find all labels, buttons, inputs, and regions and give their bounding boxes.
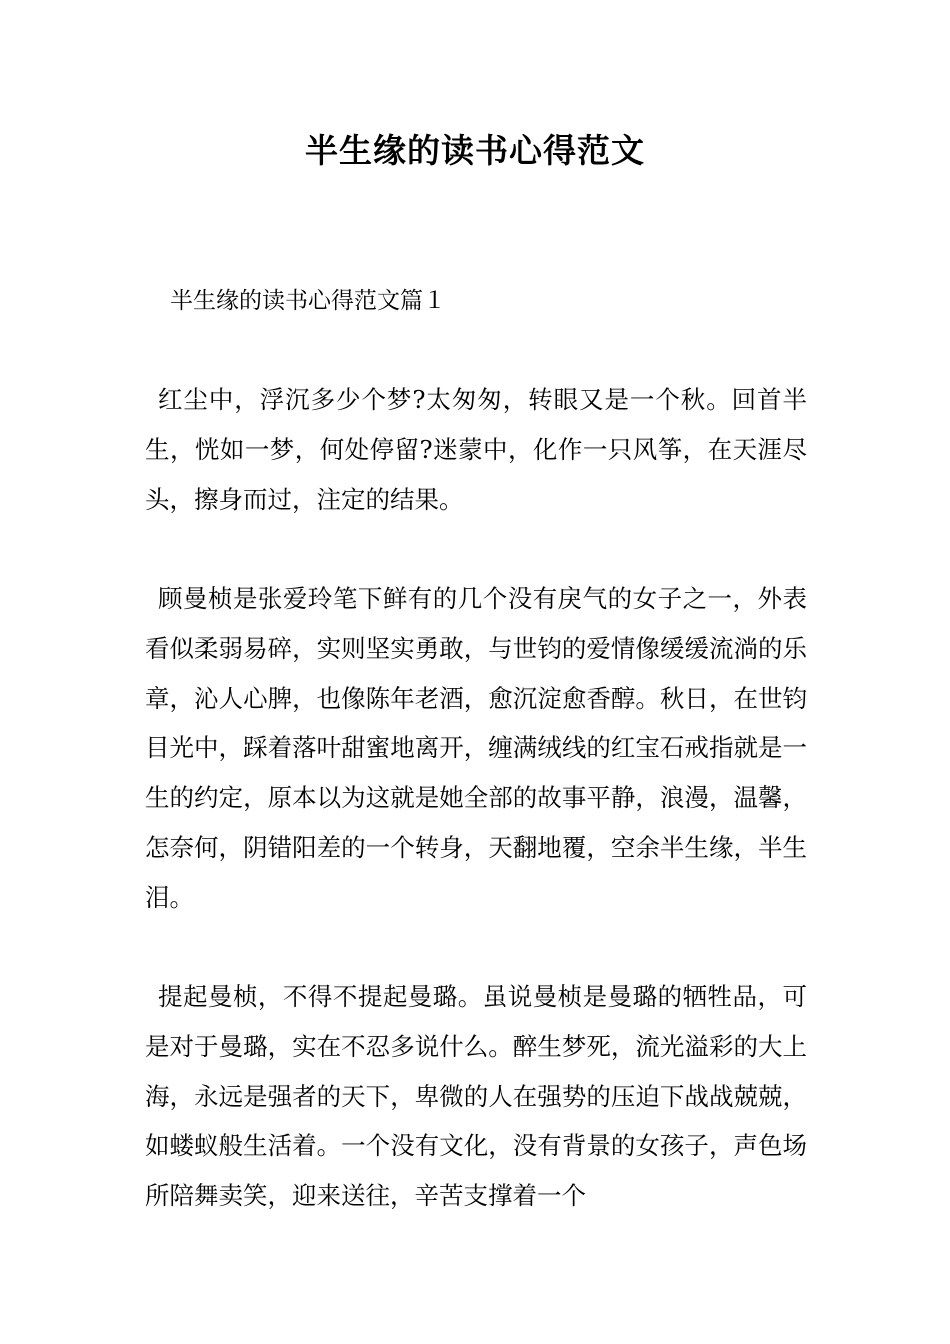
document-title: 半生缘的读书心得范文	[305, 131, 645, 170]
paragraph-2: 顾曼桢是张爱玲笔下鲜有的几个没有戾气的女子之一，外表看似柔弱易碎，实则坚实勇敢，与世钧的爱情像缓缓流淌的乐章，沁人心脾，也像陈年老酒，愈沉淀愈香醇。秋日，在世钧目光中，踩着落叶甜蜜地离开，缠满绒线的红宝石戒指就是一生的约定，原本以为这就是她全部的故事平静，浪漫，温馨，怎奈何，阴错阳差的一个转身，天翻地覆，空余半生缘，半生泪。	[145, 584, 807, 912]
paragraph-1: 红尘中，浮沉多少个梦?太匆匆，转眼又是一个秋。回首半生，恍如一梦，何处停留?迷蒙中，化作一只风筝，在天涯尽头，擦身而过，注定的结果。	[145, 385, 807, 514]
paragraph-3: 提起曼桢，不得不提起曼璐。虽说曼桢是曼璐的牺牲品，可是对于曼璐，实在不忍多说什么。醉生梦死，流光溢彩的大上海，永远是强者的天下，卑微的人在强势的压迫下战战兢兢，如蝼蚁般生活着。一个没有文化，没有背景的女孩子，声色场所陪舞卖笑，迎来送往，辛苦支撑着一个	[145, 982, 807, 1211]
section-heading: 半生缘的读书心得范文篇１	[170, 288, 446, 314]
